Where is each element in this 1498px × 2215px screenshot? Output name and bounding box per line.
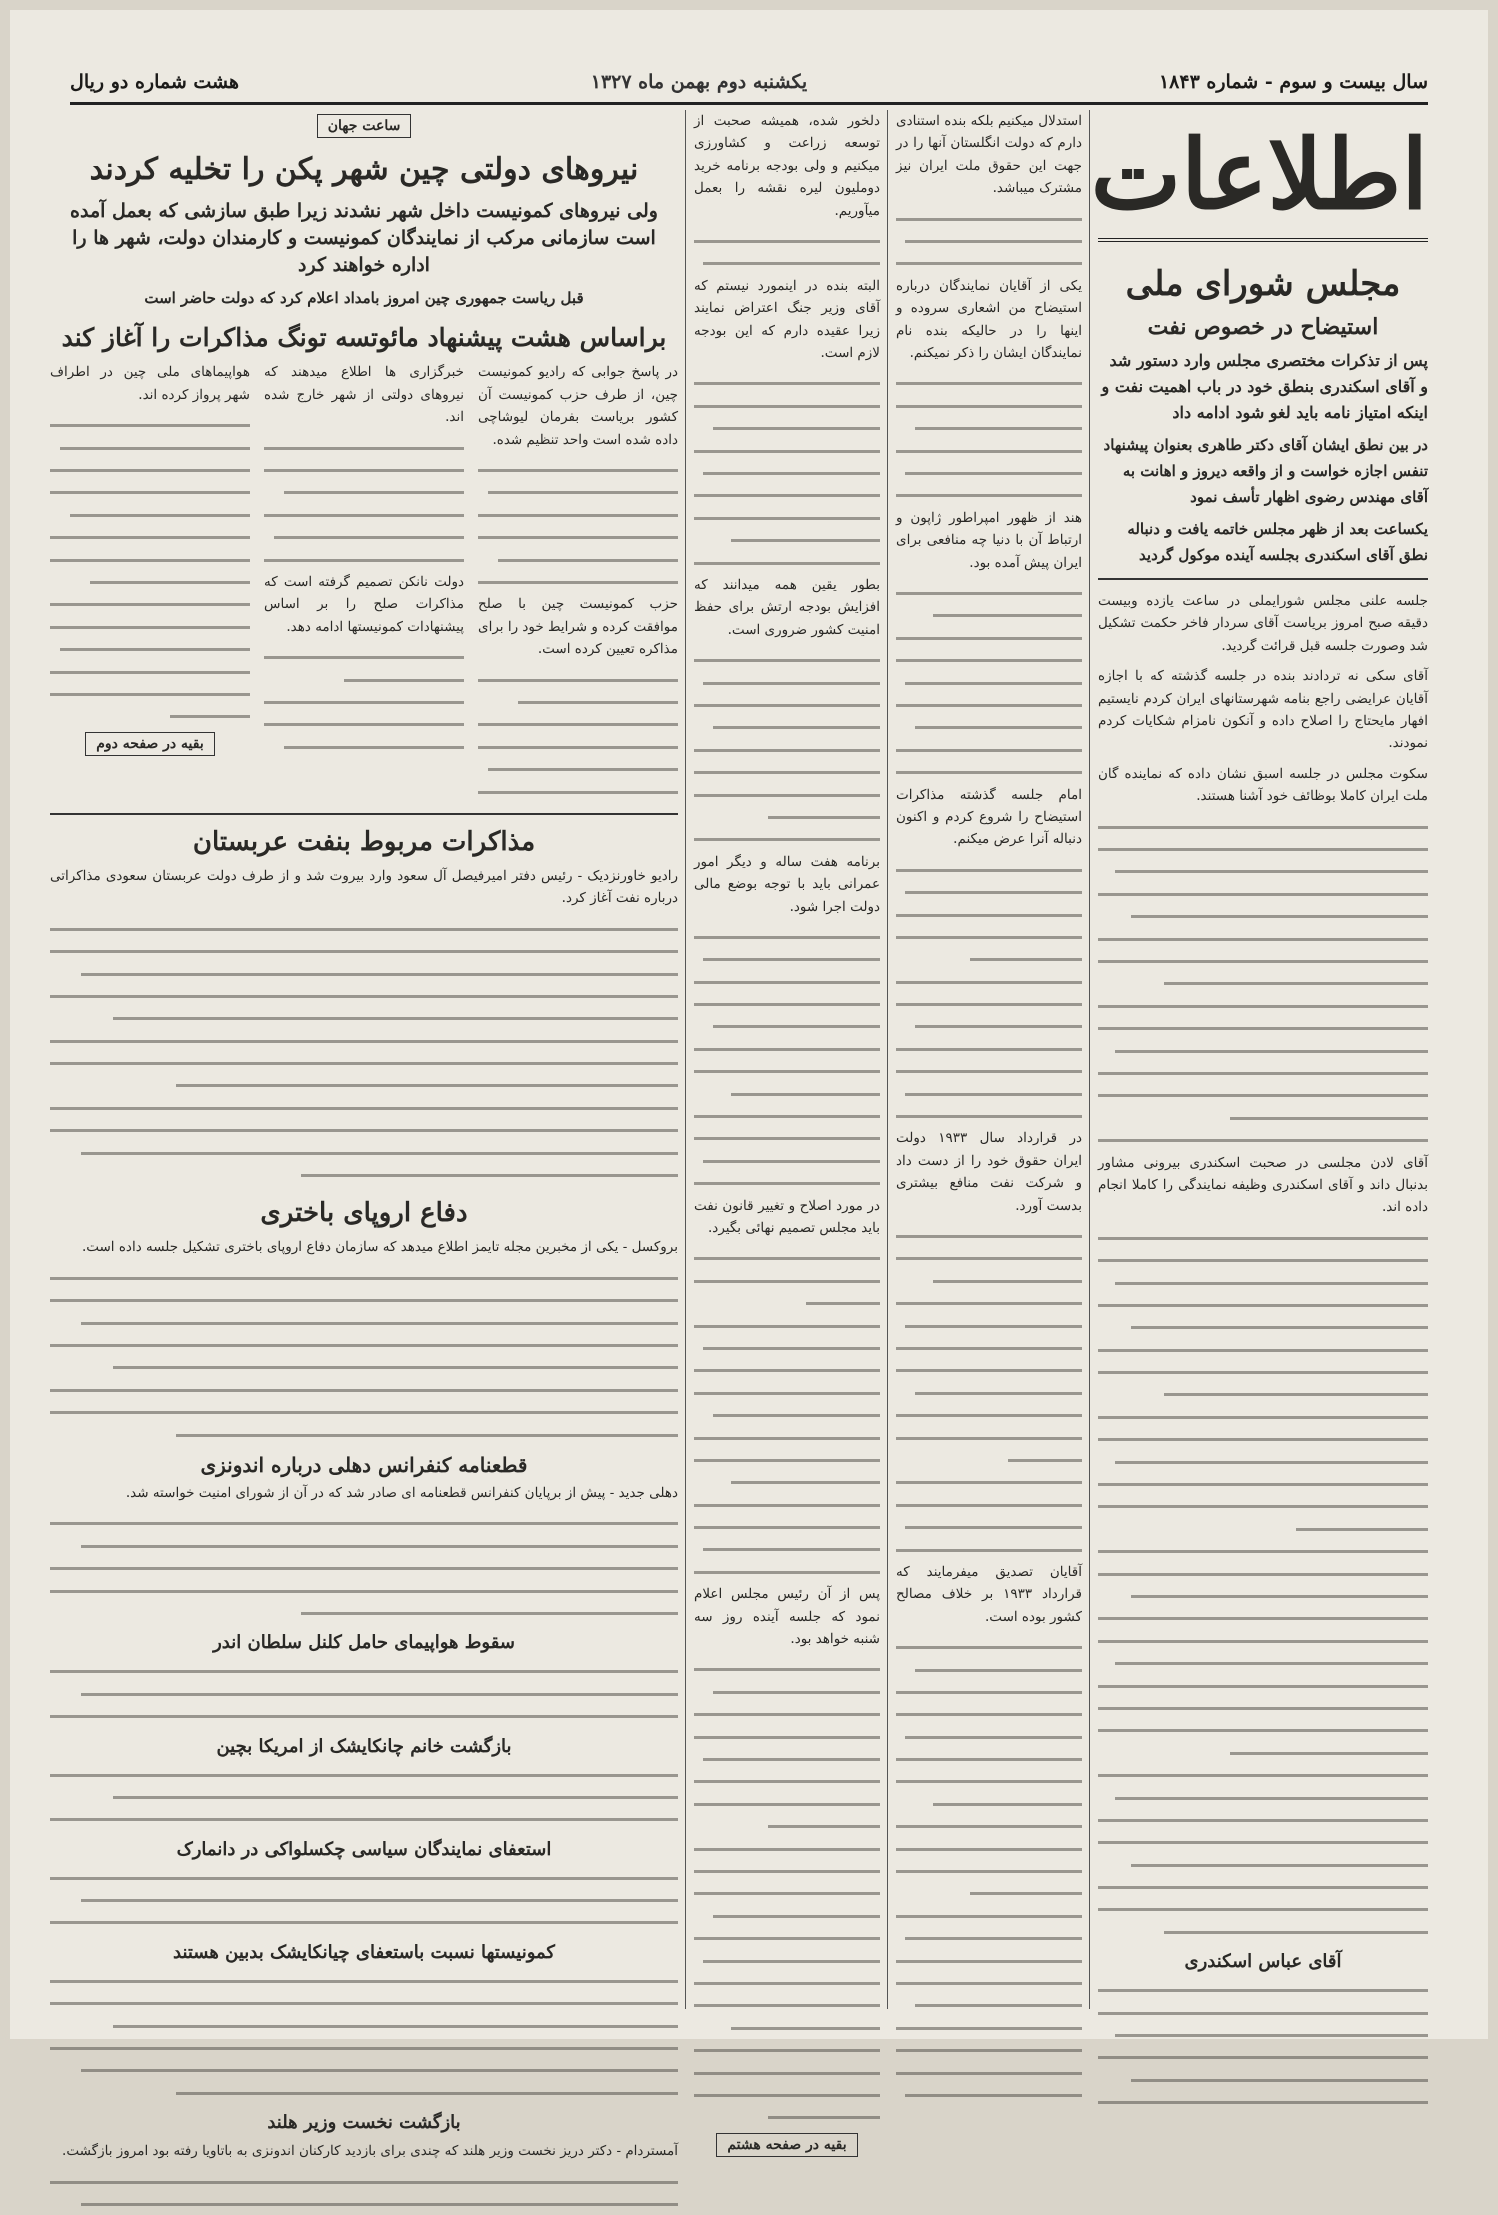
paragraph: دولت نانکن تصمیم گرفته است که مذاکرات صلح را بر اساس پیشنهادات کمونیستها ادامه دهد. [264, 573, 464, 635]
continued-tag: بقیه در صفحه دوم [85, 732, 215, 756]
lede-china: قبل ریاست جمهوری چین امروز بامداد اعلام کرد که دولت حاضر است [144, 289, 584, 308]
paragraph: آقایان تصدیق میفرمایند که قرارداد ۱۹۳۳ بر خلاف مصالح کشور بوده است. [896, 1563, 1082, 1625]
lede-2: در بین نطق ایشان آقای دکتر طاهری بعنوان پیشنهاد تنفس اجازه خواست و از واقعه دیروز و اهانت به آقای مهندس رضوی اظهار تأسف نمود [1103, 436, 1428, 506]
paragraph: بروکسل - یکی از مخبرین مجله تایمز اطلاع میدهد که سازمان دفاع اروپای باختری تشکیل جلسه داده است. [81, 1239, 678, 1256]
paragraph: دلخور شده، همیشه صحبت از توسعه زراعت و کشاورزی میکنیم و ولی بودجه برنامه خرید دوملیون لیره نقشه را بعمل میآوریم. [694, 113, 880, 219]
headline-china: نیروهای دولتی چین شهر پکن را تخلیه کردند [89, 152, 639, 188]
headline-chiang-return: بازگشت خانم چانکایشک از امریکا بچین [216, 1735, 512, 1757]
paragraph: رادیو خاورنزدیک - رئیس دفتر امیرفیصل آل سعود وارد بیروت شد و از طرف دولت عربستان سعودی مذاکراتی درباره نفت آغاز کرد. [50, 867, 678, 907]
paragraph: حزب کمونیست چین با صلح موافقت کرده و شرایط خود را برای مذاکره تعیین کرده است. [478, 596, 678, 658]
sub-column [50, 361, 250, 803]
headline-netherlands: بازگشت نخست وزیر هلند [267, 2112, 461, 2134]
speaker-name: آقای عباس اسکندری [1184, 1951, 1342, 1973]
column-parliament [1090, 110, 1428, 2009]
column-speech-1 [896, 110, 1082, 2009]
paragraph: هواپیماهای ملی چین در اطراف شهر پرواز کرده اند. [50, 364, 250, 403]
paragraph: آقای سکی نه تردادند بنده در جلسه گذشته که با اجازه آقایان عرایضی راجع بنامه شهرستانهای ایران کردم نایستیم افهار مایحتاج را اصلاح داده و آنکون نامزام شکایات کردم نمودند. [1098, 668, 1428, 752]
masthead-logo: اطلاعات [1098, 120, 1428, 242]
headline-talks: براساس هشت پیشنهاد مائوتسه تونگ مذاکرات را آغاز کند [61, 323, 667, 353]
paragraph: آقای لادن مجلسی در صحبت اسکندری بیرونی مشاور بدنبال داند و آقای اسکندری وظیفه نمایندگی را کاملا انجام داده اند. [1098, 1154, 1428, 1216]
header-bar [70, 62, 1428, 105]
paragraph: جلسه علنی مجلس شورایملی در ساعت یازده وبیست دقیقه صبح امروز بریاست آقای سردار فاخر حکمت تشکیل شد وصورت جلسه قبل قرائت گردید. [1098, 593, 1428, 654]
paragraph: در قرارداد سال ۱۹۳۳ دولت ایران حقوق خود را از دست داد و شرکت نفت منافع بیشتری بدست آورد. [896, 1130, 1082, 1214]
newspaper-page [10, 10, 1488, 2160]
price-info: هشت شماره دو ریال [70, 71, 240, 93]
continued-tag: بقیه در صفحه هشتم [716, 2133, 857, 2157]
subhead-oil: استیضاح در خصوص نفت [1147, 314, 1379, 340]
paragraph: در پاسخ جوابی که رادیو کمونیست چین، از طرف حزب کمونیست آن کشور بریاست بفرمان لیوشاچی داده شده است واحد تنظیم شده. [478, 364, 678, 448]
paragraph: البته بنده در اینمورد نیستم که آقای وزیر جنگ اعتراض نمایند زیرا عقیده دارم که این بودجه لازم است. [694, 277, 880, 362]
column-speech-2 [694, 110, 880, 2153]
article-grid [50, 110, 1428, 2160]
paragraph: سکوت مجلس در جلسه اسبق نشان داده که نماینده گان ملت ایران کاملا بوظائف خود آشنا هستند. [1098, 765, 1428, 805]
headline-western-europe: دفاع اروپای باختری [260, 1198, 468, 1229]
paragraph: یکی از آقایان نمایندگان درباره استیضاح من اشعاری سروده و اینها را در حالیکه بنده نام نمایندگان ایشان را ذکر نمیکنم. [896, 277, 1082, 362]
paragraph: بطور یقین همه میدانند که افزایش بودجه ارتش برای حفظ امنیت کشور ضروری است. [694, 576, 880, 638]
sub-column [264, 361, 464, 803]
paragraph: در مورد اصلاح و تغییر قانون نفت باید مجلس تصمیم نهائی بگیرد. [694, 1197, 880, 1236]
headline-communists: کمونیستها نسبت باستعفای چیانکایشک بدبین هستند [173, 1941, 555, 1963]
paragraph: دهلی جدید - پیش از برپایان کنفرانس قطعنامه ای صادر شد که در آن از شورای امنیت خواسته شد. [125, 1484, 678, 1501]
lede-1: پس از تذکرات مختصری مجلس وارد دستور شد و آقای اسکندری بنطق خود در باب اهمیت نفت و اینکه امتیاز نامه باید لغو شود ادامه داد [1101, 351, 1428, 422]
paragraph: هند از ظهور امپراطور ژاپون و ارتباط آن با دنیا چه منافعی برای ایران پیش آمده بود. [896, 509, 1082, 571]
paragraph: خبرگزاری ها اطلاع میدهند که نیروهای دولتی از شهر خارج شده اند. [264, 364, 464, 426]
lede-3: یکساعت بعد از ظهر مجلس خاتمه یافت و دنباله نطق آقای اسکندری بجلسه آینده موکول گردید [1127, 520, 1428, 564]
subhead-china: ولی نیروهای کمونیست داخل شهر نشدند زیرا طبق سازشی که بعمل آمده است سازمانی مرکب از نمایندگان کمونیست و کارمندان دولت، شهر ها را اداره خواهند کرد [70, 200, 658, 277]
column-world-news [50, 110, 678, 2160]
headline-delhi: قطعنامه کنفرانس دهلی درباره اندونزی [200, 1452, 528, 1477]
headline-plane-crash: سقوط هواپیمای حامل کلنل سلطان اندر [213, 1632, 515, 1654]
headline-arabia-oil: مذاکرات مربوط بنفت عربستان [192, 826, 536, 857]
sub-column [478, 361, 678, 803]
headline-parliament: مجلس شورای ملی [1125, 264, 1401, 304]
issue-date: یکشنبه دوم بهمن ماه ۱۳۲۷ [590, 71, 808, 93]
headline-czech: استعفای نمایندگان سیاسی چکسلواکی در دانمارک [176, 1838, 552, 1860]
paragraph: برنامه هفت ساله و دیگر امور عمرانی باید با توجه بوضع مالی دولت اجرا شود. [694, 853, 880, 915]
paragraph: استدلال میکنیم بلکه بنده استنادی دارم که دولت انگلستان آنها را در جهت این حقوق ملت ایران نیز مشترک میباشد. [896, 113, 1082, 197]
section-tag: ساعت جهان [317, 114, 412, 138]
paragraph: امام جلسه گذشته مذاکرات استیضاح را شروع کردم و اکنون دنباله آنرا عرض میکنم. [896, 786, 1082, 848]
paragraph: پس از آن رئیس مجلس اعلام نمود که جلسه آینده روز سه شنبه خواهد بود. [694, 1586, 880, 1648]
paragraph: آمستردام - دکتر دریز نخست وزیر هلند که چندی برای بازدید کارکنان اندونزی به باتاویا رفته بود امروز بازگشت. [62, 2143, 678, 2160]
issue-info: سال بیست و سوم - شماره ۱۸۴۳ [1158, 71, 1428, 93]
